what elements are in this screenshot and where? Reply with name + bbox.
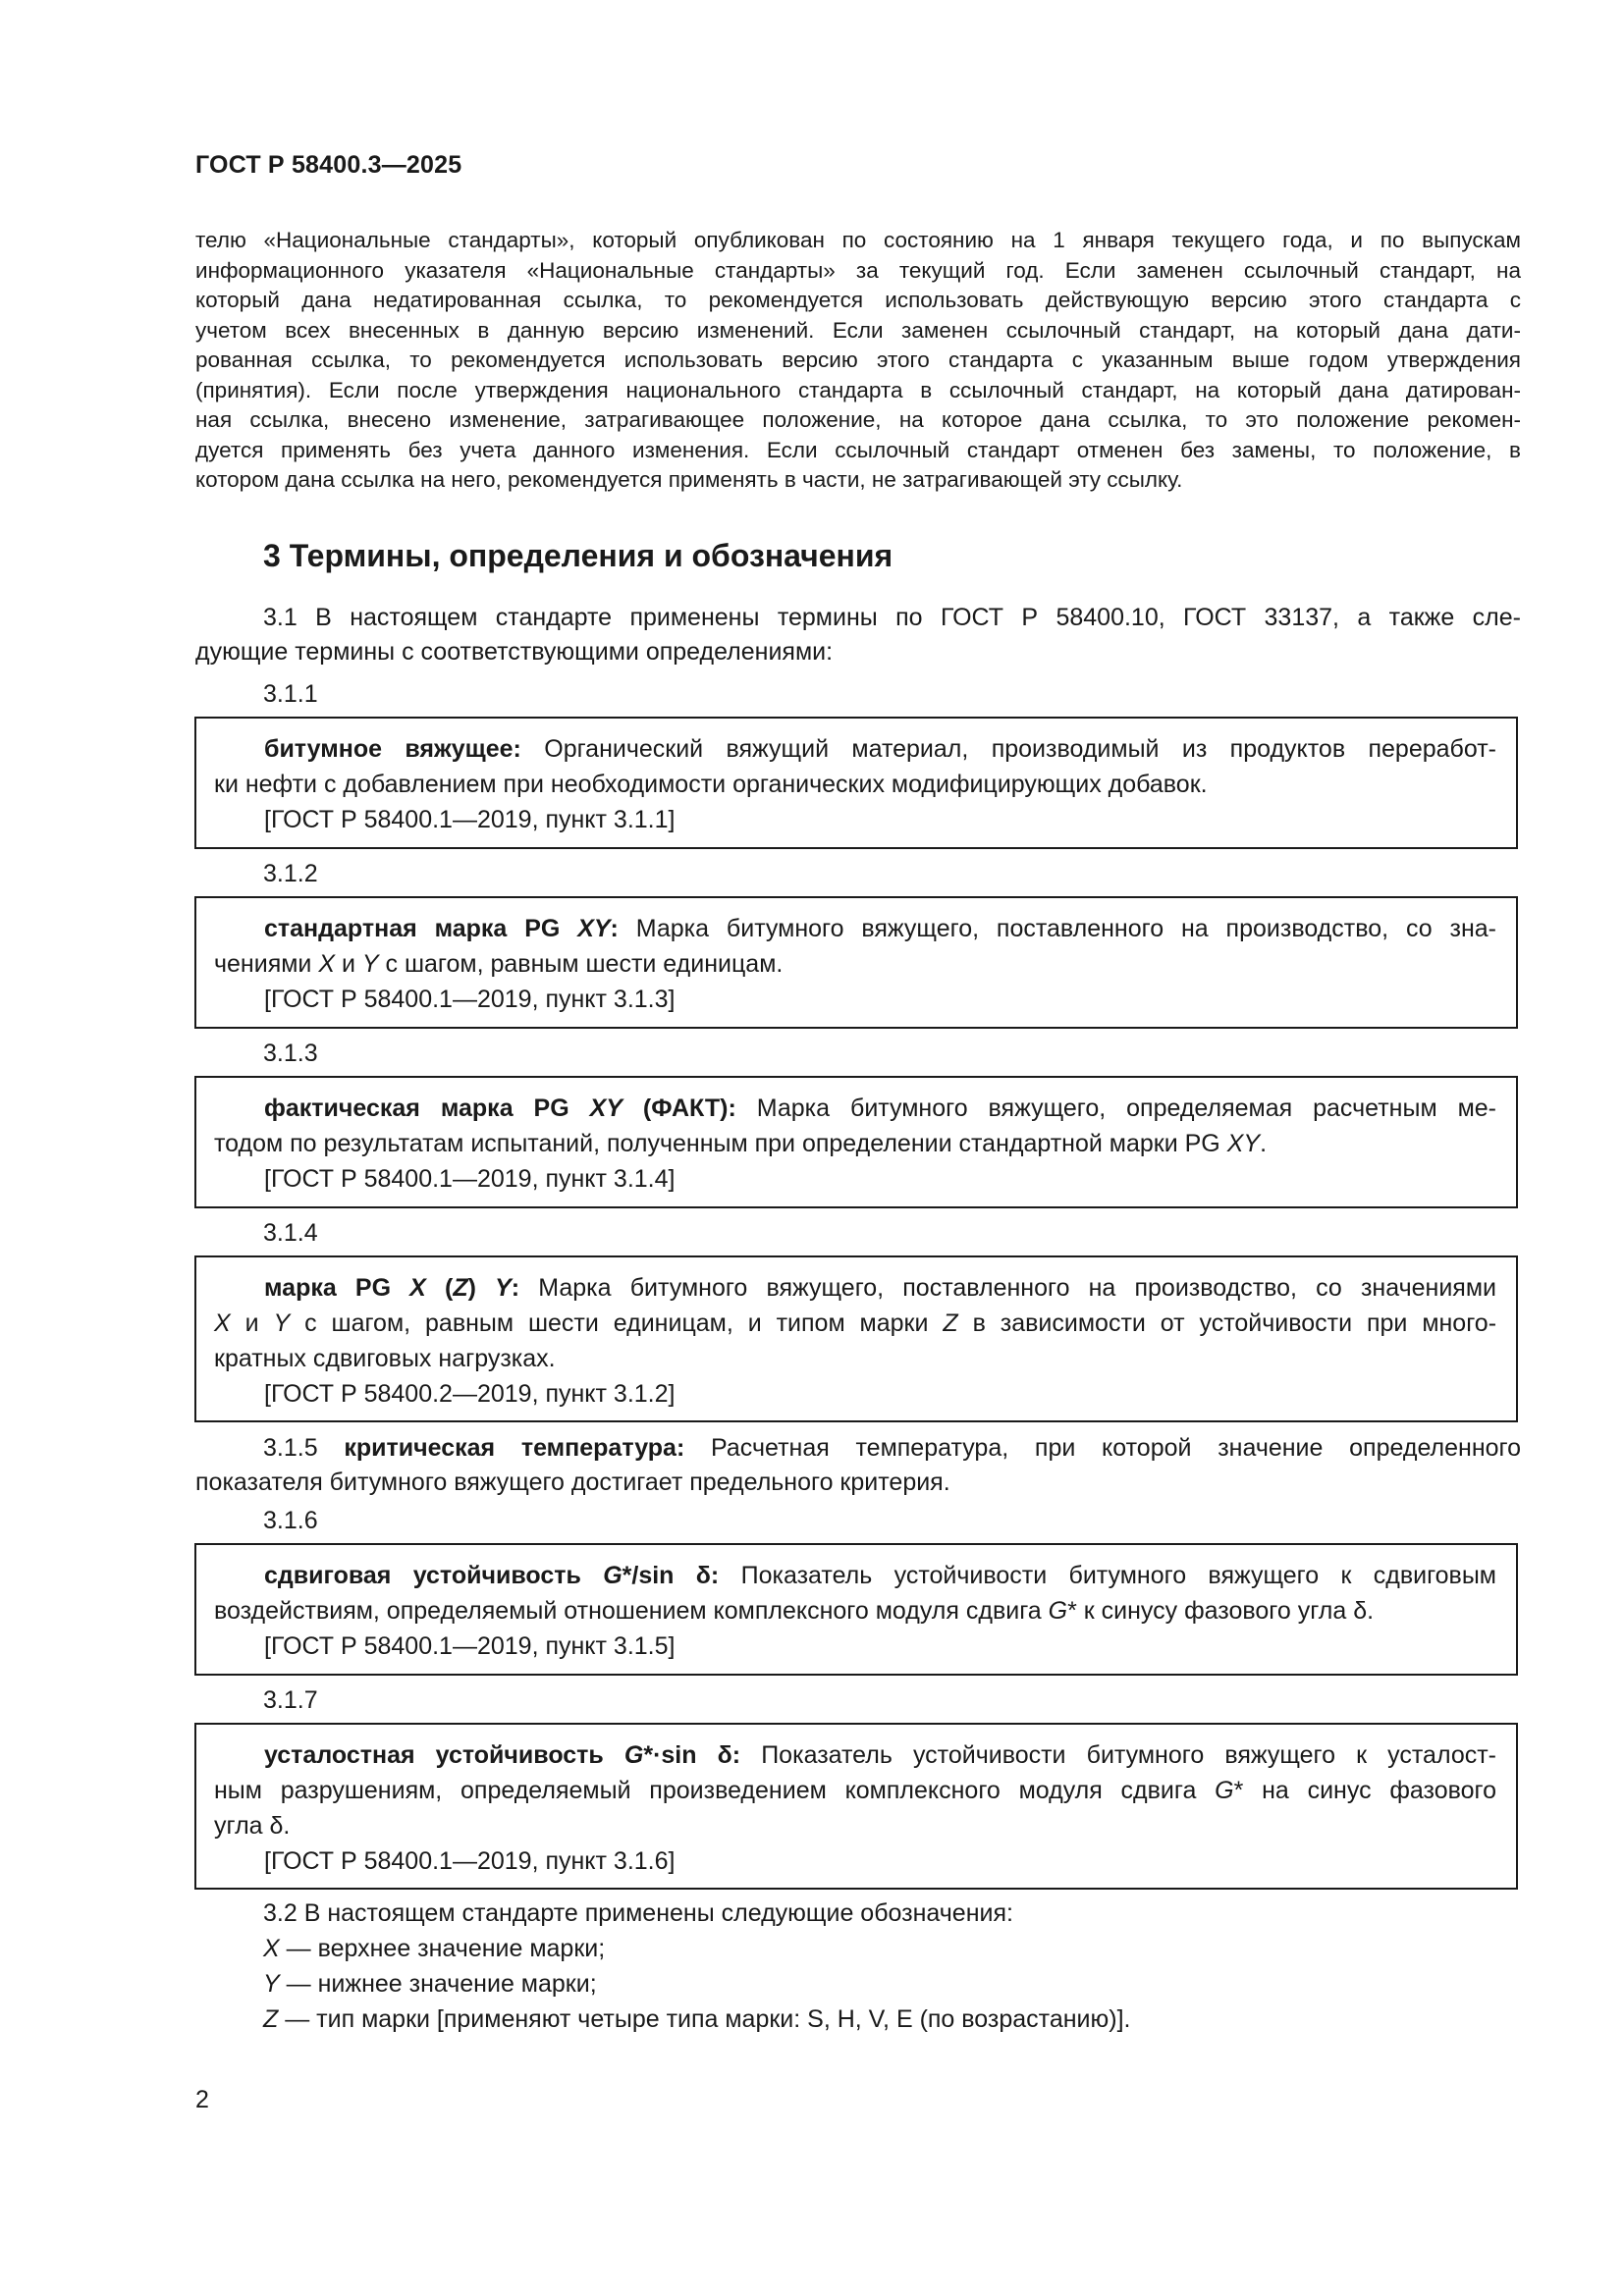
- term-source: [ГОСТ Р 58400.1—2019, пункт 3.1.5]: [264, 1632, 676, 1660]
- paragraph-line: дующие термины с соответствующими определениями:: [195, 638, 834, 666]
- term-name: критическая температура:: [344, 1434, 685, 1462]
- intro-line: (принятия). Если после утверждения национального стандарта в ссылочный стандарт, на который дана датирован-: [195, 377, 1521, 402]
- term-line: X и Y с шагом, равным шести единицам, и типом марки Z в зависимости от устойчивости при много-: [214, 1309, 1497, 1337]
- term-source: [ГОСТ Р 58400.2—2019, пункт 3.1.2]: [264, 1380, 676, 1408]
- symbol-item: [263, 1932, 605, 1965]
- intro-paragraph: [195, 226, 1521, 496]
- term-line: [196, 911, 1496, 946]
- term-text: Показатель устойчивости битумного вяжущего к усталост-: [740, 1741, 1497, 1769]
- term-line: ным разрушениям, определяемый произведением комплексного модуля сдвига G* на синус фазового: [214, 1777, 1496, 1804]
- term-name: битумное вяжущее:: [264, 735, 521, 763]
- term-line: ки нефти с добавлением при необходимости органических модифицирующих добавок.: [214, 771, 1208, 798]
- term-line: тодом по результатам испытаний, полученным при определении стандартной марки PG XY.: [214, 1130, 1268, 1157]
- intro-line: рованная ссылка, то рекомендуется использовать версию этого стандарта с указанным выше годом утверждения: [195, 347, 1521, 372]
- term-number: 3.1.6: [263, 1507, 318, 1534]
- term-text: Показатель устойчивости битумного вяжущего к сдвиговым: [719, 1562, 1496, 1589]
- term-name: марка PG X (Z) Y:: [264, 1274, 520, 1302]
- term-line: воздействиям, определяемый отношением комплексного модуля сдвига G* к синусу фазового угла δ.: [214, 1597, 1375, 1625]
- term-name: сдвиговая устойчивость G*/sin δ:: [264, 1562, 720, 1589]
- term-line: [196, 1737, 1496, 1773]
- term-source: [ГОСТ Р 58400.1—2019, пункт 3.1.4]: [264, 1165, 676, 1193]
- paragraph-line: 3.1 В настоящем стандарте применены термины по ГОСТ Р 58400.10, ГОСТ 33137, а также сле-: [263, 604, 1521, 631]
- paragraph-line: 3.1.5 критическая температура: Расчетная температура, при которой значение определенного: [263, 1434, 1521, 1462]
- intro-line: учетом всех внесенных в данную версию изменений. Если заменен ссылочный стандарт, на который дана дати-: [195, 317, 1521, 343]
- intro-line: информационного указателя «Национальные стандарты» за текущий год. Если заменен ссылочный стандарт, на: [195, 257, 1521, 283]
- term-source: [ГОСТ Р 58400.1—2019, пункт 3.1.1]: [264, 806, 676, 833]
- symbol: Z: [263, 2005, 279, 2033]
- symbol-description: — тип марки [применяют четыре типа марки: S, H, V, E (по возрастанию)].: [278, 2005, 1131, 2033]
- section-heading: 3 Термины, определения и обозначения: [263, 538, 893, 573]
- page-number: 2: [195, 2086, 209, 2113]
- term-line: [196, 731, 1496, 767]
- term-box-3-1-2: [194, 896, 1518, 1029]
- term-name: стандартная марка PG XY:: [264, 915, 619, 942]
- symbol-item: [263, 2002, 1130, 2036]
- symbol-item: [263, 1967, 597, 2001]
- term-box-3-1-4: [194, 1255, 1518, 1422]
- term-line: чениями X и Y с шагом, равным шести единицам.: [214, 950, 784, 978]
- intro-line: который дана недатированная ссылка, то рекомендуется использовать действующую версию этого стандарта с: [195, 288, 1521, 312]
- term-number: 3.1.4: [263, 1219, 318, 1247]
- term-source: [ГОСТ Р 58400.1—2019, пункт 3.1.6]: [264, 1847, 676, 1875]
- term-line: [196, 1270, 1496, 1306]
- term-number: 3.1.3: [263, 1040, 318, 1067]
- term-text: Марка битумного вяжущего, поставленного на производство, со значениями: [519, 1274, 1496, 1302]
- document-header: ГОСТ Р 58400.3—2025: [195, 151, 462, 179]
- term-name: усталостная устойчивость G*·sin δ:: [264, 1741, 741, 1769]
- term-name: фактическая марка PG XY (ФАКТ):: [264, 1095, 736, 1122]
- term-source: [ГОСТ Р 58400.1—2019, пункт 3.1.3]: [264, 986, 676, 1013]
- term-text: Марка битумного вяжущего, определяемая расчетным ме-: [735, 1095, 1496, 1122]
- term-number: 3.1.5: [263, 1434, 318, 1462]
- paragraph-3-1: [195, 601, 1521, 669]
- symbol-description: — нижнее значение марки;: [279, 1970, 597, 1998]
- paragraph-3-2: 3.2 В настоящем стандарте применены следующие обозначения:: [263, 1899, 1013, 1927]
- term-box-3-1-6: [194, 1543, 1518, 1676]
- term-box-3-1-3: [194, 1076, 1518, 1208]
- term-number: 3.1.1: [263, 680, 318, 708]
- term-number: 3.1.7: [263, 1686, 318, 1714]
- term-box-3-1-7: [194, 1723, 1518, 1890]
- term-number: 3.1.2: [263, 860, 318, 887]
- term-box-3-1-1: [194, 717, 1518, 849]
- term-text: Органический вяжущий материал, производимый из продуктов переработ-: [520, 735, 1496, 763]
- paragraph-line: показателя битумного вяжущего достигает предельного критерия.: [195, 1468, 950, 1496]
- intro-line: дуется применять без учета данного изменения. Если ссылочный стандарт отменен без замены, то положение, в: [195, 437, 1521, 462]
- term-line: кратных сдвиговых нагрузках.: [214, 1345, 556, 1372]
- term-line: [196, 1091, 1496, 1126]
- symbol: X: [263, 1935, 280, 1962]
- symbol: Y: [263, 1970, 280, 1998]
- intro-line: ная ссылка, внесено изменение, затрагивающее положение, на которое дана ссылка, то это положение рекомен-: [195, 407, 1521, 432]
- term-text: Марка битумного вяжущего, поставленного на производство, со зна-: [618, 915, 1496, 942]
- intro-line: котором дана ссылка на него, рекомендуется применять в части, не затрагивающей эту ссылку.: [195, 467, 1183, 492]
- symbol-description: — верхнее значение марки;: [279, 1935, 606, 1962]
- paragraph-3-1-5: [195, 1431, 1521, 1500]
- intro-line: телю «Национальные стандарты», который опубликован по состоянию на 1 января текущего года, и по выпускам: [195, 228, 1521, 252]
- term-line: угла δ.: [214, 1812, 291, 1840]
- term-line: [196, 1558, 1496, 1593]
